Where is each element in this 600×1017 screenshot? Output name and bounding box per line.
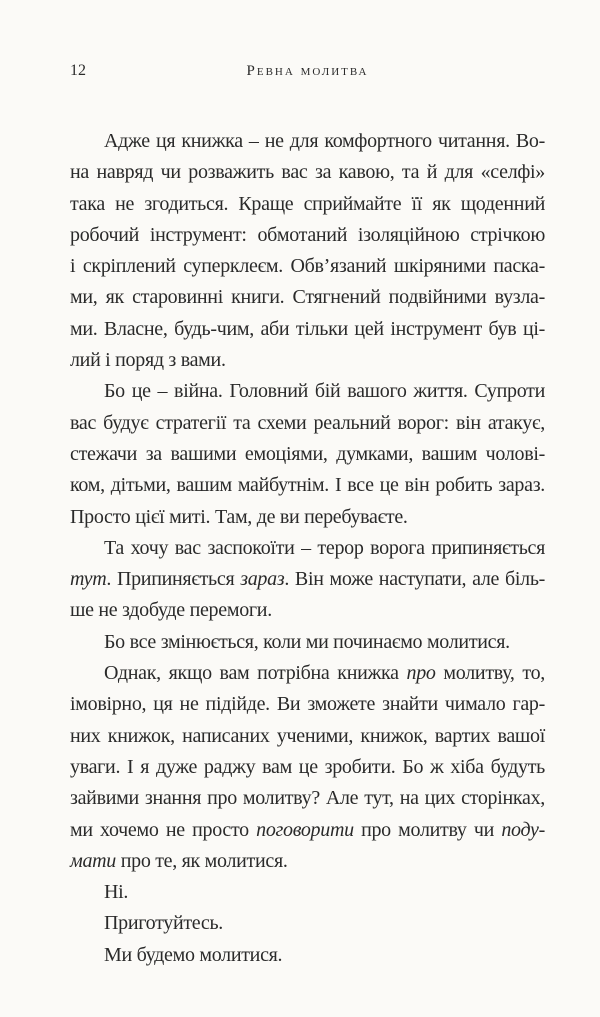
paragraph <box>70 940 545 971</box>
text-segment: Бо це – війна. Головний бій вашого життя. Супроти <box>104 380 545 403</box>
text-line <box>70 314 545 345</box>
text-line <box>70 877 545 908</box>
italic-text: поговорити <box>256 818 354 841</box>
paragraph <box>70 877 545 908</box>
text-line <box>70 408 545 439</box>
italic-text: про <box>406 662 436 685</box>
text-line <box>70 846 545 877</box>
text-segment: ми. Власне, будь-чим, аби тільки цей інструмент був ці- <box>70 317 545 340</box>
text-segment: лий і поряд з вами. <box>70 349 226 372</box>
page-number: 12 <box>70 62 86 79</box>
text-line <box>70 502 545 533</box>
text-segment: про молитву чи <box>353 818 502 841</box>
text-line <box>70 658 545 689</box>
text-segment: Ні. <box>104 881 129 904</box>
text-line <box>70 282 545 313</box>
text-segment: робочий інструмент: обмотаний ізоляційною стрічкою <box>70 223 545 246</box>
paragraph <box>70 533 545 627</box>
text-segment: них книжок, написаних ученими, книжок, вартих вашої <box>70 724 545 747</box>
text-line <box>70 533 545 564</box>
paragraph <box>70 658 545 877</box>
text-segment: Бо все змінюється, коли ми починаємо молитися. <box>104 630 510 653</box>
page-header <box>70 62 545 86</box>
text-segment: і скріплений суперклеєм. Обв’язаний шкіряними паска- <box>70 255 545 278</box>
text-segment: вас будує стратегії та схеми реальний ворог: він атакує, <box>70 411 545 434</box>
text-line <box>70 627 545 658</box>
paragraph <box>70 126 545 376</box>
text-line <box>70 439 545 470</box>
text-segment: ком, дітьми, вашим майбутнім. І все це він робить зараз. <box>70 474 545 497</box>
italic-text: тут <box>70 568 107 591</box>
text-segment: імовірно, ця не підійде. Ви зможете знайти чимало гар- <box>70 693 545 716</box>
text-segment: молитву, то, <box>435 662 545 685</box>
text-line <box>70 908 545 939</box>
text-segment: ше не здобуде перемоги. <box>70 599 272 622</box>
text-segment: така не згодиться. Краще сприймайте її як щоденний <box>70 192 545 215</box>
text-line <box>70 157 545 188</box>
text-segment: зайвими знання про молитву? Але тут, на цих сторінках, <box>70 787 545 810</box>
text-segment: . Припиняється <box>106 568 241 591</box>
text-segment: Адже ця книжка – не для комфортного читання. Во- <box>104 130 545 152</box>
paragraph <box>70 908 545 939</box>
paragraph <box>70 376 545 532</box>
text-line <box>70 220 545 251</box>
text-line <box>70 595 545 626</box>
text-line <box>70 689 545 720</box>
italic-text: мати <box>70 849 117 872</box>
text-line <box>70 815 545 846</box>
text-line <box>70 189 545 220</box>
text-line <box>70 470 545 501</box>
running-title: Ревна молитва <box>246 63 369 79</box>
text-segment: Просто цієї миті. Там, де ви перебуваєте. <box>70 505 408 528</box>
text-line <box>70 783 545 814</box>
body-text <box>70 126 545 971</box>
text-line <box>70 721 545 752</box>
italic-text: поду- <box>501 818 545 841</box>
text-line <box>70 564 545 595</box>
text-line <box>70 940 545 971</box>
text-segment: ми, як старовинні книги. Стягнений подвійними вузла- <box>70 286 545 309</box>
text-line <box>70 376 545 407</box>
text-segment: уваги. І я дуже раджу вам це зробити. Бо ж хіба будуть <box>70 755 545 778</box>
text-segment: ми хочемо не просто <box>70 818 257 841</box>
text-segment: Однак, якщо вам потрібна книжка <box>104 662 407 685</box>
text-segment: стежачи за вашими емоціями, думками, вашим чолові- <box>70 442 545 465</box>
paragraph <box>70 627 545 658</box>
text-segment: на навряд чи розважить вас за кавою, та й для «селфі» <box>70 161 545 184</box>
text-segment: Приготуйтесь. <box>104 912 223 935</box>
text-segment: Та хочу вас заспокоїти – терор ворога припиняється <box>104 536 545 559</box>
text-segment: . Він може наступати, але біль- <box>284 568 546 591</box>
text-segment: про те, як молитися. <box>116 849 288 872</box>
text-line <box>70 345 545 376</box>
text-line <box>70 752 545 783</box>
italic-text: зараз <box>240 568 285 591</box>
text-line <box>70 251 545 282</box>
text-line <box>70 126 545 157</box>
text-segment: Ми будемо молитися. <box>104 943 283 966</box>
